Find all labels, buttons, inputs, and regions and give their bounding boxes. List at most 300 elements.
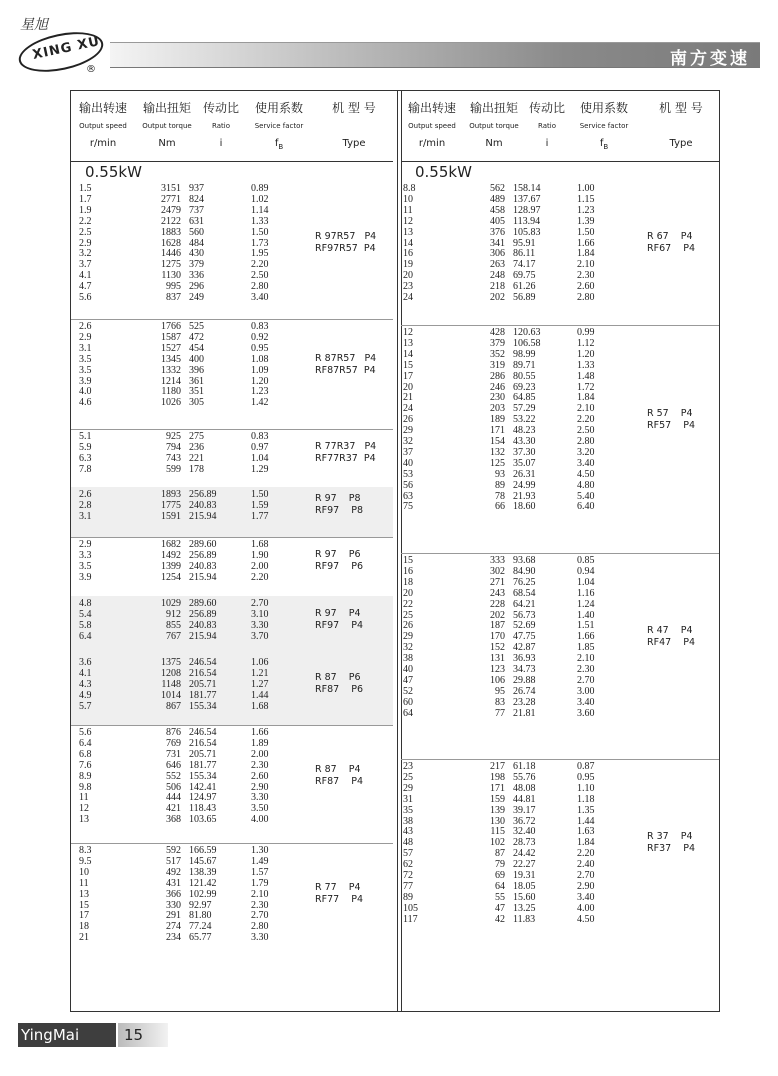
speed-cell: 72: [403, 870, 413, 881]
speed-cell: 17: [79, 910, 89, 922]
header-service-factor-unit: $f_B$: [599, 138, 609, 151]
torque-cell: 131: [490, 653, 505, 665]
speed-cell: 11: [79, 792, 89, 804]
factor-cell: 2.70: [577, 674, 595, 686]
speed-cell: 5.7: [79, 700, 92, 712]
left-power-rating: 0.55kW: [85, 163, 142, 181]
ratio-cell: 18.60: [513, 501, 536, 513]
factor-cell: 1.50: [577, 226, 595, 238]
speed-cell: 32: [403, 642, 413, 654]
factor-cell: 2.00: [251, 560, 269, 572]
ratio-cell: 22.27: [513, 859, 536, 871]
factor-cell: 1.95: [251, 248, 269, 260]
factor-cell: 1.44: [577, 815, 595, 827]
ratio-cell: 155.34: [189, 700, 217, 712]
ratio-cell: 236: [189, 441, 204, 453]
speed-cell: 8.8: [403, 183, 416, 194]
factor-cell: 1.18: [577, 793, 595, 805]
speed-cell: 4.0: [79, 386, 92, 398]
factor-cell: 4.50: [577, 468, 595, 480]
torque-cell: 202: [490, 292, 505, 303]
torque-cell: 170: [490, 631, 505, 643]
torque-cell: 867: [166, 700, 181, 712]
ratio-cell: 53.22: [513, 414, 536, 426]
ratio-cell: 48.23: [513, 425, 536, 437]
header-type-unit: Type: [342, 138, 366, 149]
ratio-cell: 77.24: [189, 921, 212, 933]
torque-cell: 1399: [161, 560, 181, 572]
torque-cell: 444: [166, 792, 181, 804]
factor-cell: 1.21: [251, 667, 269, 679]
left-table: [71, 91, 393, 1011]
factor-cell: 1.79: [251, 877, 269, 889]
torque-cell: 1254: [161, 571, 181, 583]
ratio-cell: 39.17: [513, 804, 536, 816]
factor-cell: 1.73: [251, 237, 269, 249]
ratio-cell: 76.25: [513, 576, 536, 588]
torque-cell: 319: [490, 359, 505, 371]
speed-cell: 2.9: [79, 539, 92, 550]
torque-cell: 1446: [161, 248, 181, 260]
ratio-cell: 18.05: [513, 880, 536, 892]
speed-cell: 3.3: [79, 549, 92, 561]
factor-cell: 1.77: [251, 510, 269, 522]
factor-cell: 1.48: [577, 370, 595, 382]
factor-cell: 1.44: [251, 689, 269, 701]
factor-cell: 2.10: [577, 259, 595, 271]
ratio-cell: 69.23: [513, 381, 536, 393]
factor-cell: 2.20: [251, 571, 269, 583]
factor-cell: 2.80: [577, 292, 595, 303]
factor-cell: 1.84: [577, 392, 595, 404]
ratio-cell: 56.73: [513, 609, 536, 621]
type-cell: R 87 P6 RF87 P6: [315, 672, 364, 696]
factor-cell: 3.40: [577, 457, 595, 469]
type-cell: R 77 P4 RF77 P4: [315, 882, 364, 906]
torque-cell: 1893: [161, 489, 181, 500]
speed-cell: 18: [403, 576, 413, 588]
speed-cell: 3.2: [79, 248, 92, 260]
speed-cell: 26: [403, 620, 413, 632]
header-output-speed-en: Output speed: [79, 122, 127, 130]
factor-cell: 1.29: [251, 463, 269, 475]
ratio-cell: 216.54: [189, 737, 217, 749]
factor-cell: 2.90: [577, 880, 595, 892]
torque-cell: 458: [490, 204, 505, 216]
speed-cell: 26: [403, 414, 413, 426]
type-cell: R 67 P4 RF67 P4: [647, 230, 696, 254]
ratio-cell: 240.83: [189, 499, 217, 511]
header-output-torque-cn: 输出扭矩: [469, 101, 518, 115]
speed-cell: 38: [403, 653, 413, 665]
speed-cell: 57: [403, 848, 413, 860]
torque-cell: 106: [490, 674, 505, 686]
speed-cell: 5.6: [79, 292, 92, 303]
ratio-cell: 484: [189, 237, 204, 249]
ratio-cell: 84.90: [513, 565, 536, 577]
ratio-cell: 430: [189, 248, 204, 260]
factor-cell: 3.30: [251, 619, 269, 631]
ratio-cell: 118.43: [189, 803, 217, 815]
speed-cell: 3.5: [79, 560, 92, 572]
ratio-cell: 305: [189, 397, 204, 409]
ratio-cell: 47.75: [513, 631, 536, 643]
type-cell: R 57 P4 RF57 P4: [647, 407, 696, 431]
factor-cell: 1.23: [577, 204, 595, 216]
left-motor-group: [71, 319, 393, 430]
speed-cell: 7.8: [79, 463, 92, 475]
factor-cell: 2.30: [577, 664, 595, 675]
factor-cell: 4.50: [577, 913, 595, 925]
factor-cell: 1.66: [577, 631, 595, 643]
factor-cell: 3.40: [577, 891, 595, 903]
left-motor-group: [71, 596, 393, 656]
brand-title: 南方变速: [670, 49, 750, 69]
ratio-cell: 145.67: [189, 855, 217, 867]
speed-cell: 64: [403, 707, 413, 719]
type-cell: R 97R57 P4 RF97R57 P4: [315, 230, 377, 254]
ratio-cell: 74.17: [513, 259, 536, 271]
factor-cell: 2.50: [251, 270, 269, 282]
ratio-cell: 275: [189, 431, 204, 442]
ratio-cell: 64.21: [513, 598, 536, 610]
speed-cell: 13: [403, 226, 413, 238]
factor-cell: 2.70: [251, 598, 269, 609]
factor-cell: 2.80: [577, 436, 595, 447]
speed-cell: 43: [403, 826, 413, 838]
speed-cell: 89: [403, 891, 413, 903]
ratio-cell: 246.54: [189, 727, 217, 738]
factor-cell: 0.94: [577, 565, 595, 577]
left-motor-group: [71, 429, 393, 488]
torque-cell: 274: [166, 921, 181, 933]
speed-cell: 37: [403, 446, 413, 458]
factor-cell: 1.57: [251, 866, 269, 878]
type-cell: R 97 P4 RF97 P4: [315, 607, 364, 631]
factor-cell: 1.24: [577, 598, 595, 610]
speed-cell: 4.1: [79, 270, 92, 282]
ratio-cell: 13.25: [513, 902, 536, 914]
torque-cell: 291: [166, 910, 181, 922]
speed-cell: 32: [403, 436, 413, 447]
ratio-cell: 361: [189, 375, 204, 387]
ratio-cell: 103.65: [189, 814, 217, 826]
factor-cell: 4.00: [251, 814, 269, 826]
speed-cell: 17: [403, 370, 413, 382]
ratio-cell: 525: [189, 321, 204, 332]
header-ratio-cn: 传动比: [528, 101, 565, 115]
factor-cell: 0.99: [577, 327, 595, 338]
ratio-cell: 28.73: [513, 837, 536, 849]
ratio-cell: 26.31: [513, 468, 536, 480]
factor-cell: 1.50: [251, 226, 269, 238]
ratio-cell: 824: [189, 193, 204, 205]
ratio-cell: 32.40: [513, 826, 536, 838]
speed-cell: 2.9: [79, 237, 92, 249]
speed-cell: 3.9: [79, 375, 92, 387]
factor-cell: 1.04: [577, 576, 595, 588]
torque-cell: 3151: [161, 183, 181, 194]
left-motor-group: [71, 537, 393, 597]
factor-cell: 1.33: [577, 359, 595, 371]
ratio-cell: 69.75: [513, 270, 536, 282]
ratio-cell: 43.30: [513, 436, 536, 447]
speed-cell: 62: [403, 859, 413, 871]
torque-cell: 517: [166, 855, 181, 867]
header-output-speed-en: Output speed: [408, 122, 456, 130]
speed-cell: 15: [403, 555, 413, 566]
torque-cell: 731: [166, 748, 181, 760]
speed-cell: 3.1: [79, 342, 92, 354]
ratio-cell: 256.89: [189, 489, 217, 500]
torque-cell: 1029: [161, 598, 181, 609]
speed-cell: 25: [403, 771, 413, 783]
factor-cell: 2.30: [577, 270, 595, 282]
speed-cell: 2.6: [79, 489, 92, 500]
torque-cell: 855: [166, 619, 181, 631]
torque-cell: 1628: [161, 237, 181, 249]
torque-cell: 171: [490, 425, 505, 437]
speed-cell: 23: [403, 281, 413, 293]
speed-cell: 24: [403, 403, 413, 415]
speed-cell: 14: [403, 348, 413, 360]
ratio-cell: 124.97: [189, 792, 217, 804]
ratio-cell: 296: [189, 281, 204, 293]
factor-cell: 2.60: [251, 770, 269, 782]
torque-cell: 2122: [161, 215, 181, 227]
ratio-cell: 138.39: [189, 866, 217, 878]
factor-cell: 1.20: [251, 375, 269, 387]
torque-cell: 246: [490, 381, 505, 393]
factor-cell: 1.12: [577, 337, 595, 349]
factor-cell: 2.80: [251, 921, 269, 933]
speed-cell: 15: [403, 359, 413, 371]
torque-cell: 42: [495, 913, 505, 925]
header-ratio-en: Ratio: [538, 122, 556, 130]
speed-cell: 2.5: [79, 226, 92, 238]
logo-chinese: 星旭: [20, 18, 48, 33]
factor-cell: 6.40: [577, 501, 595, 513]
torque-cell: 154: [490, 436, 505, 447]
ratio-cell: 256.89: [189, 608, 217, 620]
factor-cell: 1.72: [577, 381, 595, 393]
torque-cell: 243: [490, 587, 505, 599]
ratio-cell: 26.74: [513, 685, 536, 697]
speed-cell: 35: [403, 804, 413, 816]
torque-cell: 79: [495, 859, 505, 871]
speed-cell: 38: [403, 815, 413, 827]
ratio-cell: 142.41: [189, 781, 217, 793]
factor-cell: 5.40: [577, 490, 595, 502]
factor-cell: 3.60: [577, 707, 595, 719]
torque-cell: 230: [490, 392, 505, 404]
torque-cell: 171: [490, 782, 505, 794]
speed-cell: 3.5: [79, 364, 92, 376]
header-output-torque-unit: Nm: [485, 138, 503, 149]
torque-cell: 89: [495, 479, 505, 491]
factor-cell: 1.27: [251, 678, 269, 690]
ratio-cell: 215.94: [189, 571, 217, 583]
factor-cell: 1.09: [251, 364, 269, 376]
speed-cell: 6.4: [79, 737, 92, 749]
ratio-cell: 181.77: [189, 759, 217, 771]
right-table: [401, 91, 719, 1011]
ratio-cell: 472: [189, 331, 204, 343]
speed-cell: 48: [403, 837, 413, 849]
ratio-cell: 155.34: [189, 770, 217, 782]
right-motor-group: [401, 553, 719, 760]
torque-cell: 132: [490, 446, 505, 458]
speed-cell: 3.1: [79, 510, 92, 522]
header-ratio-unit: i: [219, 138, 223, 149]
footer-brand: YingMai: [18, 1023, 116, 1047]
speed-cell: 21: [403, 392, 413, 404]
factor-cell: 0.92: [251, 331, 269, 343]
speed-cell: 24: [403, 292, 413, 303]
ratio-cell: 21.93: [513, 490, 536, 502]
ratio-cell: 631: [189, 215, 204, 227]
speed-cell: 2.2: [79, 215, 92, 227]
torque-cell: 1492: [161, 549, 181, 561]
ratio-cell: 216.54: [189, 667, 217, 679]
speed-cell: 40: [403, 457, 413, 469]
speed-cell: 53: [403, 468, 413, 480]
torque-cell: 366: [166, 888, 181, 900]
torque-cell: 1766: [161, 321, 181, 332]
factor-cell: 1.16: [577, 587, 595, 599]
torque-cell: 2771: [161, 193, 181, 205]
factor-cell: 2.10: [251, 888, 269, 900]
ratio-cell: 379: [189, 259, 204, 271]
torque-cell: 592: [166, 845, 181, 856]
torque-cell: 1591: [161, 510, 181, 522]
header-type-cn: 机 型 号: [332, 101, 376, 115]
header-bar: [110, 42, 760, 68]
factor-cell: 0.97: [251, 441, 269, 453]
header-service-factor-cn: 使用系数: [254, 101, 303, 115]
torque-cell: 306: [490, 248, 505, 260]
header-output-torque-en: Output torque: [142, 122, 192, 130]
ratio-cell: 98.99: [513, 348, 536, 360]
factor-cell: 2.20: [251, 259, 269, 271]
speed-cell: 5.8: [79, 619, 92, 631]
ratio-cell: 15.60: [513, 891, 536, 903]
right-motor-group: [401, 759, 719, 1009]
speed-cell: 11: [403, 204, 413, 216]
factor-cell: 1.06: [251, 657, 269, 668]
ratio-cell: 351: [189, 386, 204, 398]
ratio-cell: 52.69: [513, 620, 536, 632]
ratio-cell: 215.94: [189, 510, 217, 522]
torque-cell: 152: [490, 642, 505, 654]
factor-cell: 0.85: [577, 555, 595, 566]
torque-cell: 218: [490, 281, 505, 293]
torque-cell: 552: [166, 770, 181, 782]
speed-cell: 117: [403, 913, 418, 925]
factor-cell: 2.10: [577, 403, 595, 415]
torque-cell: 286: [490, 370, 505, 382]
factor-cell: 1.51: [577, 620, 595, 632]
speed-cell: 20: [403, 270, 413, 282]
ratio-cell: 221: [189, 452, 204, 464]
torque-cell: 125: [490, 457, 505, 469]
ratio-cell: 205.71: [189, 748, 217, 760]
factor-cell: 3.40: [251, 292, 269, 303]
torque-cell: 1682: [161, 539, 181, 550]
torque-cell: 55: [495, 891, 505, 903]
speed-cell: 4.1: [79, 667, 92, 679]
torque-cell: 1275: [161, 259, 181, 271]
speed-cell: 75: [403, 501, 413, 513]
ratio-cell: 105.83: [513, 226, 541, 238]
ratio-cell: 65.77: [189, 932, 212, 944]
factor-cell: 2.80: [251, 281, 269, 293]
factor-cell: 1.49: [251, 855, 269, 867]
speed-cell: 13: [79, 814, 89, 826]
torque-cell: 925: [166, 431, 181, 442]
factor-cell: 1.68: [251, 539, 269, 550]
ratio-cell: 215.94: [189, 630, 217, 642]
torque-cell: 87: [495, 848, 505, 860]
speed-cell: 2.8: [79, 499, 92, 511]
factor-cell: 1.00: [577, 183, 595, 194]
ratio-cell: 44.81: [513, 793, 536, 805]
factor-cell: 1.42: [251, 397, 269, 409]
right-power-rating: 0.55kW: [415, 163, 472, 181]
type-cell: R 97 P8 RF97 P8: [315, 493, 364, 517]
speed-cell: 52: [403, 685, 413, 697]
ratio-cell: 120.63: [513, 327, 541, 338]
torque-cell: 1026: [161, 397, 181, 409]
torque-cell: 405: [490, 215, 505, 227]
page-number: 15: [118, 1023, 168, 1047]
factor-cell: 1.20: [577, 348, 595, 360]
torque-cell: 1345: [161, 353, 181, 365]
torque-cell: 263: [490, 259, 505, 271]
speed-cell: 4.6: [79, 397, 92, 409]
factor-cell: 0.87: [577, 761, 595, 772]
factor-cell: 3.20: [577, 446, 595, 458]
torque-cell: 379: [490, 337, 505, 349]
ratio-cell: 289.60: [189, 598, 217, 609]
torque-cell: 248: [490, 270, 505, 282]
ratio-cell: 92.97: [189, 899, 212, 911]
torque-cell: 767: [166, 630, 181, 642]
factor-cell: 1.89: [251, 737, 269, 749]
factor-cell: 2.20: [577, 848, 595, 860]
torque-cell: 646: [166, 759, 181, 771]
torque-cell: 562: [490, 183, 505, 194]
factor-cell: 4.00: [577, 902, 595, 914]
ratio-cell: 249: [189, 292, 204, 303]
factor-cell: 2.00: [251, 748, 269, 760]
speed-cell: 11: [79, 877, 89, 889]
factor-cell: 1.90: [251, 549, 269, 561]
torque-cell: 1148: [161, 678, 181, 690]
torque-cell: 995: [166, 281, 181, 293]
factor-cell: 0.95: [251, 342, 269, 354]
speed-cell: 29: [403, 782, 413, 794]
factor-cell: 3.10: [251, 608, 269, 620]
factor-cell: 1.02: [251, 193, 269, 205]
ratio-cell: 102.99: [189, 888, 217, 900]
header-output-speed-unit: r/min: [418, 138, 446, 149]
torque-cell: 368: [166, 814, 181, 826]
type-cell: R 97 P6 RF97 P6: [315, 548, 364, 572]
torque-cell: 102: [490, 837, 505, 849]
type-cell: R 87 P4 RF87 P4: [315, 764, 364, 788]
ratio-cell: 178: [189, 463, 204, 475]
